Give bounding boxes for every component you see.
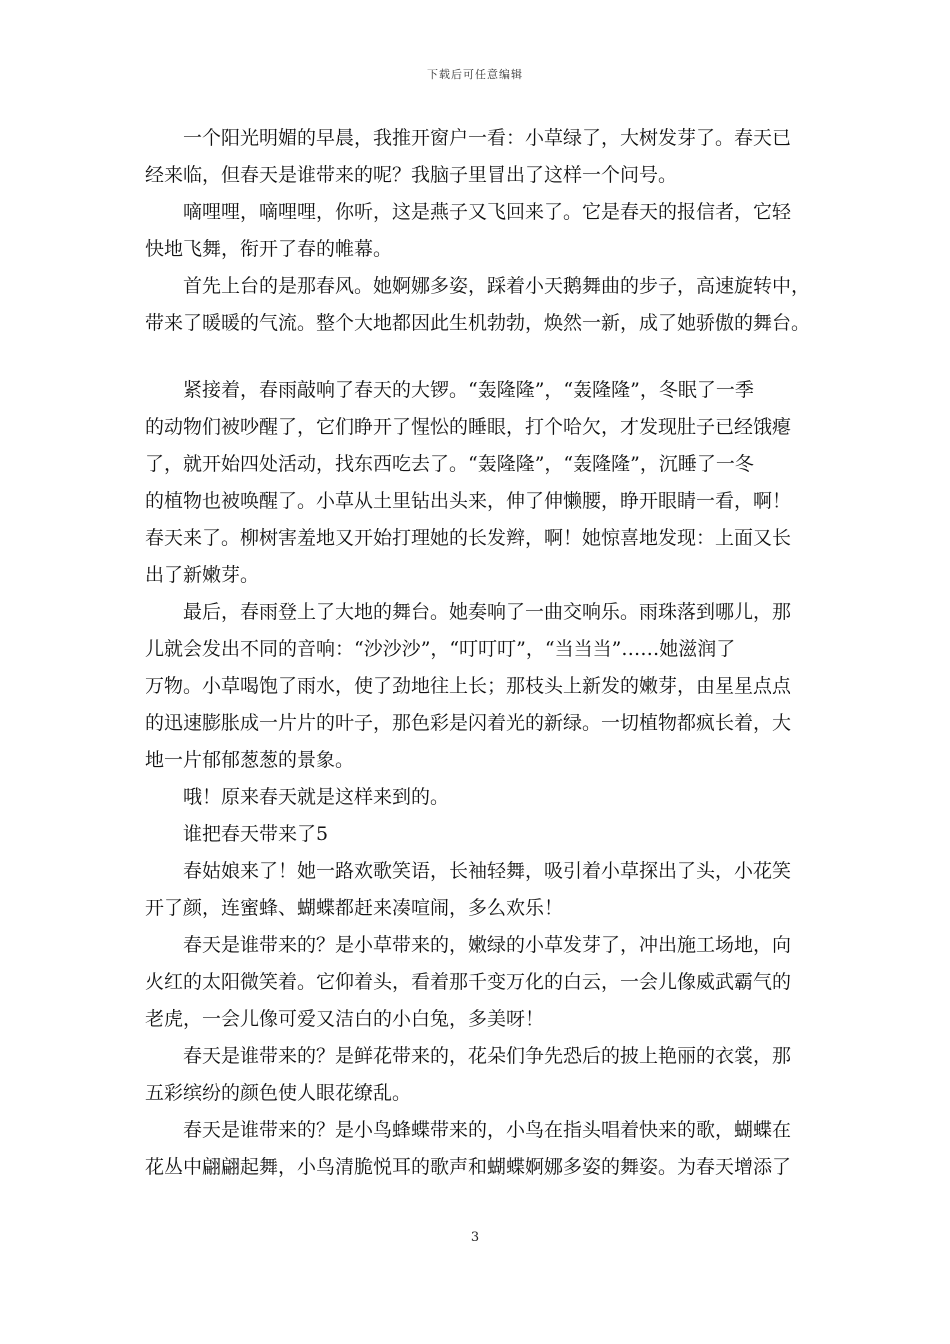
text-line: 春天是谁带来的？是小鸟蜂蝶带来的，小鸟在指头唱着快来的歌，蝴蝶在 bbox=[183, 1119, 792, 1141]
text-line: 火红的太阳微笑着。它仰着头，看着那千变万化的白云，一会儿像威武霸气的 bbox=[145, 971, 792, 993]
text-line: 春天来了。柳树害羞地又开始打理她的长发辫，啊！她惊喜地发现：上面又长 bbox=[145, 527, 792, 549]
text-line: 春天是谁带来的？是小草带来的，嫩绿的小草发芽了，冲出施工场地，向 bbox=[183, 934, 792, 956]
text-line: 地一片郁郁葱葱的景象。 bbox=[145, 749, 355, 771]
paragraph bbox=[145, 1038, 810, 1112]
paragraph bbox=[145, 594, 810, 779]
paragraph bbox=[145, 120, 810, 194]
paragraph bbox=[145, 927, 810, 1038]
text-line: 儿就会发出不同的音响：“沙沙沙”，“叮叮叮”，“当当当”……她滋润了 bbox=[145, 638, 736, 660]
text-line: 紧接着，春雨敲响了春天的大锣。“轰隆隆”，“轰隆隆”，冬眠了一季 bbox=[183, 379, 754, 401]
text-line: 经来临，但春天是谁带来的呢？我脑子里冒出了这样一个问号。 bbox=[145, 164, 678, 186]
text-line: 哦！原来春天就是这样来到的。 bbox=[183, 786, 450, 808]
paragraph bbox=[145, 1112, 810, 1186]
paragraph bbox=[145, 779, 810, 816]
text-line: 一个阳光明媚的早晨，我推开窗户一看：小草绿了，大树发芽了。春天已 bbox=[183, 127, 792, 149]
text-line: 出了新嫩芽。 bbox=[145, 564, 260, 586]
text-line: 最后，春雨登上了大地的舞台。她奏响了一曲交响乐。雨珠落到哪儿，那 bbox=[183, 601, 792, 623]
text-line: 万物。小草喝饱了雨水，使了劲地往上长；那枝头上新发的嫩芽，由星星点点 bbox=[145, 675, 792, 697]
paragraph bbox=[145, 194, 810, 268]
text-line: 花丛中翩翩起舞，小鸟清脆悦耳的歌声和蝴蝶婀娜多姿的舞姿。为春天增添了 bbox=[145, 1156, 792, 1178]
page-number: 3 bbox=[470, 1230, 480, 1245]
text-line: 谁把春天带来了5 bbox=[183, 823, 329, 845]
text-line: 五彩缤纷的颜色使人眼花缭乱。 bbox=[145, 1082, 412, 1104]
paragraph bbox=[145, 268, 810, 342]
text-line: 的植物也被唤醒了。小草从土里钻出头来，伸了伸懒腰，睁开眼睛一看，啊！ bbox=[145, 490, 792, 512]
text-line: 嘀哩哩，嘀哩哩，你听，这是燕子又飞回来了。它是春天的报信者，它轻 bbox=[183, 201, 792, 223]
text-line: 老虎，一会儿像可爱又洁白的小白兔，多美呀！ bbox=[145, 1008, 545, 1030]
section-title bbox=[145, 816, 810, 853]
text-line: 带来了暖暖的气流。整个大地都因此生机勃勃，焕然一新，成了她骄傲的舞台。 bbox=[145, 312, 811, 334]
text-line: 首先上台的是那春风。她婀娜多姿，踩着小天鹅舞曲的步子，高速旋转中， bbox=[183, 275, 811, 297]
text-line: 了，就开始四处活动，找东西吃去了。“轰隆隆”，“轰隆隆”，沉睡了一冬 bbox=[145, 453, 754, 475]
body-text bbox=[145, 120, 810, 1186]
text-line: 快地飞舞，衔开了春的帷幕。 bbox=[145, 238, 393, 260]
text-line: 春姑娘来了！她一路欢歌笑语，长袖轻舞，吸引着小草探出了头，小花笑 bbox=[183, 860, 792, 882]
text-line: 春天是谁带来的？是鲜花带来的，花朵们争先恐后的披上艳丽的衣裳，那 bbox=[183, 1045, 792, 1067]
paragraph-gap bbox=[145, 342, 810, 372]
text-line: 的动物们被吵醒了，它们睁开了惺忪的睡眼，打个哈欠，才发现肚子已经饿瘪 bbox=[145, 416, 792, 438]
paragraph bbox=[145, 853, 810, 927]
page-header: 下载后可任意编辑 bbox=[427, 68, 523, 81]
text-line: 开了颜，连蜜蜂、蝴蝶都赶来凑喧闹，多么欢乐！ bbox=[145, 897, 564, 919]
paragraph bbox=[145, 372, 810, 594]
text-line: 的迅速膨胀成一片片的叶子，那色彩是闪着光的新绿。一切植物都疯长着，大 bbox=[145, 712, 792, 734]
